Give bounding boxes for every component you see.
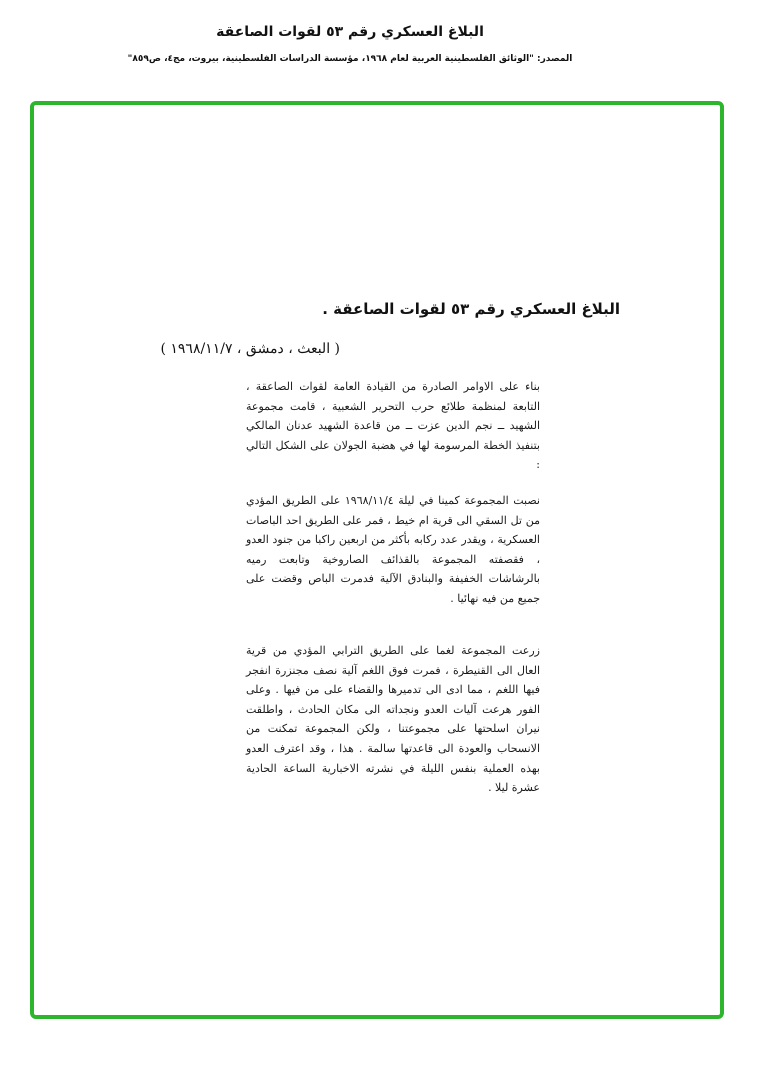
document-paragraph: نصبت المجموعة كمينا في ليلة ١٩٦٨/١١/٤ على الطريق المؤدي من تل السقي الى قرية ام خيط ، فمر على الطريق احد الباصات العسكرية ، ويقدر عدد ركابه بأكثر من اربعين راكبا من جنود العدو ، فقصفته المجموعة بالقذائف الصاروخية وتابعت رميه بالرشاشات الخفيفة والبنادق الآلية فدمرت الباص وقضت على جميع من فيه نهائيا . (246, 494, 540, 605)
scanned-document (34, 105, 720, 1015)
document-source-line: ( البعث ، دمشق ، ١٩٦٨/١١/٧ ) (160, 341, 340, 357)
page-header (60, 22, 640, 66)
document-paragraph: بناء على الاوامر الصادرة من القيادة العامة لقوات الصاعقة ، التابعة لمنظمة طلائع حرب التحرير الشعبية ، قامت مجموعة الشهيد ــ نجم الدين عزت ــ من قاعدة الشهيد عدنان المالكي بتنفيذ الخطة المرسومة لها في هضبة الجولان على الشكل التالي : (246, 380, 540, 472)
document-title: البلاغ العسكري رقم ٥٣ لقوات الصاعقة . (322, 300, 620, 318)
document-frame (30, 101, 724, 1019)
source-citation: المصدر: "الوثائق الفلسطينية العربية لعام ١٩٦٨، مؤسسة الدراسات الفلسطينية، بيروت، مج٤، ص٨٥٩" (127, 54, 573, 64)
document-paragraph: زرعت المجموعة لغما على الطريق الترابي المؤدي من قرية العال الى القنيطرة ، فمرت فوق اللغم آلية نصف مجنزرة انفجر فيها اللغم ، مما ادى الى تدميرها والقضاء على من فيها . وعلى الفور هرعت آليات العدو ونجداته الى مكان الحادث ، واطلقت نيران اسلحتها على مجموعتنا ، ولكن المجموعة تمكنت من الانسحاب والعودة الى قاعدتها سالمة . هذا ، وقد اعترف العدو بهذه العملية بنفس الليلة في نشرته الاخبارية الساعة الحادية عشرة ليلا . (246, 644, 540, 795)
page-title: البلاغ العسكري رقم ٥٣ لقوات الصاعقة (216, 24, 484, 40)
